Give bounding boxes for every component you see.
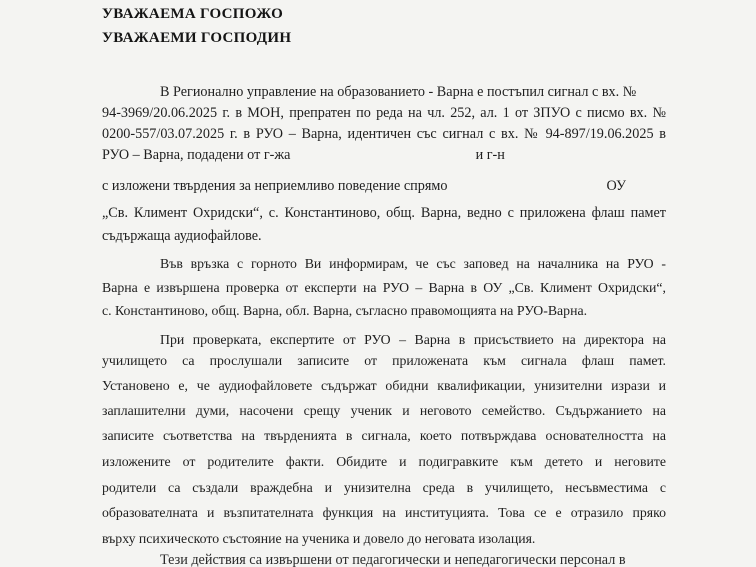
paragraph-line: образователната и възпитателната функция на институцията. Това се е отразило пряко	[102, 505, 666, 520]
paragraph-line: училището са прослушали записите от приложената към сигнала флаш памет.	[102, 353, 666, 368]
paragraph-line: „Св. Климент Охридски“, с. Константиново, общ. Варна, ведно с приложена флаш памет	[102, 205, 666, 221]
salutation-line-1: УВАЖАЕМА ГОСПОЖО	[102, 6, 284, 22]
paragraph-line: родители са създали враждебна и унизителна среда в училището, несъвместима с	[102, 480, 666, 495]
paragraph-line: Варна е извършена проверка от експерти на РУО – Варна в ОУ „Св. Климент Охридски“,	[102, 280, 666, 295]
salutation-line-2: УВАЖАЕМИ ГОСПОДИН	[102, 30, 292, 46]
paragraph-line: Във връзка с горното Ви информирам, че със заповед на началника на РУО -	[160, 256, 666, 271]
redacted-name-label-2: и г-н	[475, 147, 505, 163]
redacted-name-label-1: РУО – Варна, подадени от г-жа	[102, 147, 291, 163]
school-abbr: ОУ	[606, 178, 627, 194]
paragraph-line: 94-3969/20.06.2025 г. в МОН, препратен по реда на чл. 252, ал. 1 от ЗПУО с писмо вх. №	[102, 105, 666, 121]
paragraph-line: При проверката, експертите от РУО – Варна в присъствието на директора на	[160, 332, 666, 347]
paragraph-line: Установено е, че аудиофайловете съдържат обидни квалификации, унизителни изрази и	[102, 378, 666, 393]
paragraph-line: В Регионално управление на образованието - Варна е постъпил сигнал с вх. №	[160, 84, 637, 100]
paragraph-line	[102, 178, 626, 195]
paragraph-line: съдържаща аудиофайлове.	[102, 228, 262, 244]
claim-text: с изложени твърдения за неприемливо поведение спрямо	[102, 178, 448, 194]
paragraph-line: записите съответства на твърденията в сигнала, което потвърждава основателността на	[102, 428, 666, 443]
paragraph-line: изложените от родителите факти. Обидите и подигравките към детето и неговите	[102, 454, 666, 469]
paragraph-line: с. Константиново, общ. Варна, обл. Варна, съгласно правомощията на РУО-Варна.	[102, 303, 588, 318]
paragraph-line	[102, 147, 505, 164]
paragraph-line: заплашителни думи, насочени срещу ученик и неговото семейство. Съдържанието на	[102, 403, 666, 418]
paragraph-line: 0200-557/03.07.2025 г. в РУО – Варна, идентичен със сигнал с вх. № 94-897/19.06.2025 в	[102, 126, 666, 142]
cut-off-line: Тези действия са извършени от педагогически и непедагогически персонал в	[160, 552, 626, 567]
paragraph-line: върху психическото състояние на ученика и довело до неговата изолация.	[102, 531, 536, 546]
